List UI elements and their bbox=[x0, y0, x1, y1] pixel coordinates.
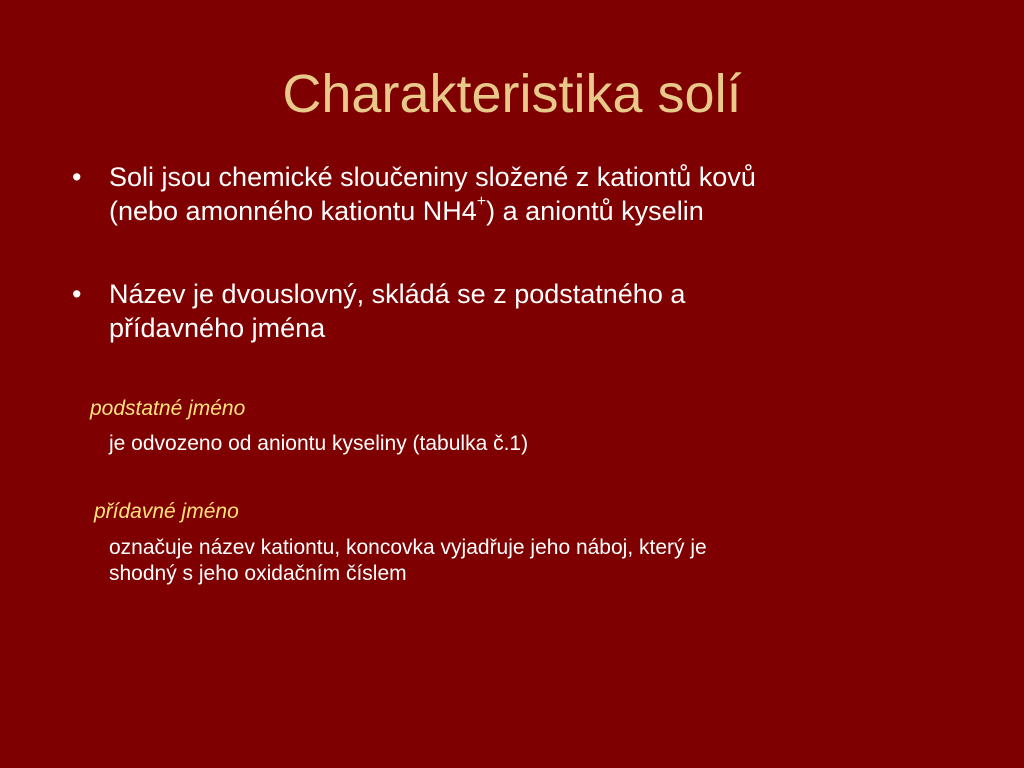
superscript-charge: + bbox=[476, 193, 487, 210]
section-label-adjective: přídavné jméno bbox=[94, 500, 239, 523]
section-line: shodný s jeho oxidačním číslem bbox=[109, 562, 407, 585]
bullet-marker: • bbox=[72, 162, 82, 192]
bullet-text bbox=[109, 160, 952, 228]
bullet-item-salts-definition bbox=[72, 160, 952, 228]
slide-title: Charakteristika solí bbox=[282, 64, 742, 124]
section-line: označuje název kationtu, koncovka vyjadřuje jeho náboj, který je bbox=[109, 536, 707, 559]
section-text-noun bbox=[109, 431, 969, 457]
bullet-line: Název je dvouslovný, skládá se z podstatného a bbox=[109, 279, 686, 309]
bullet-line: ) a aniontů kyselin bbox=[486, 196, 704, 226]
bullet-item-name-structure bbox=[72, 277, 952, 345]
bullet-text bbox=[109, 277, 952, 345]
section-text-adjective bbox=[109, 535, 969, 587]
bullet-line: přídavného jména bbox=[109, 313, 326, 343]
bullet-marker: • bbox=[72, 279, 82, 309]
section-line: je odvozeno od aniontu kyseliny (tabulka č.1) bbox=[109, 432, 529, 455]
bullet-line: Soli jsou chemické sloučeniny složené z kationtů kovů bbox=[109, 162, 756, 192]
bullet-line: (nebo amonného kationtu NH4 bbox=[109, 196, 477, 226]
section-label-noun: podstatné jméno bbox=[90, 397, 246, 420]
